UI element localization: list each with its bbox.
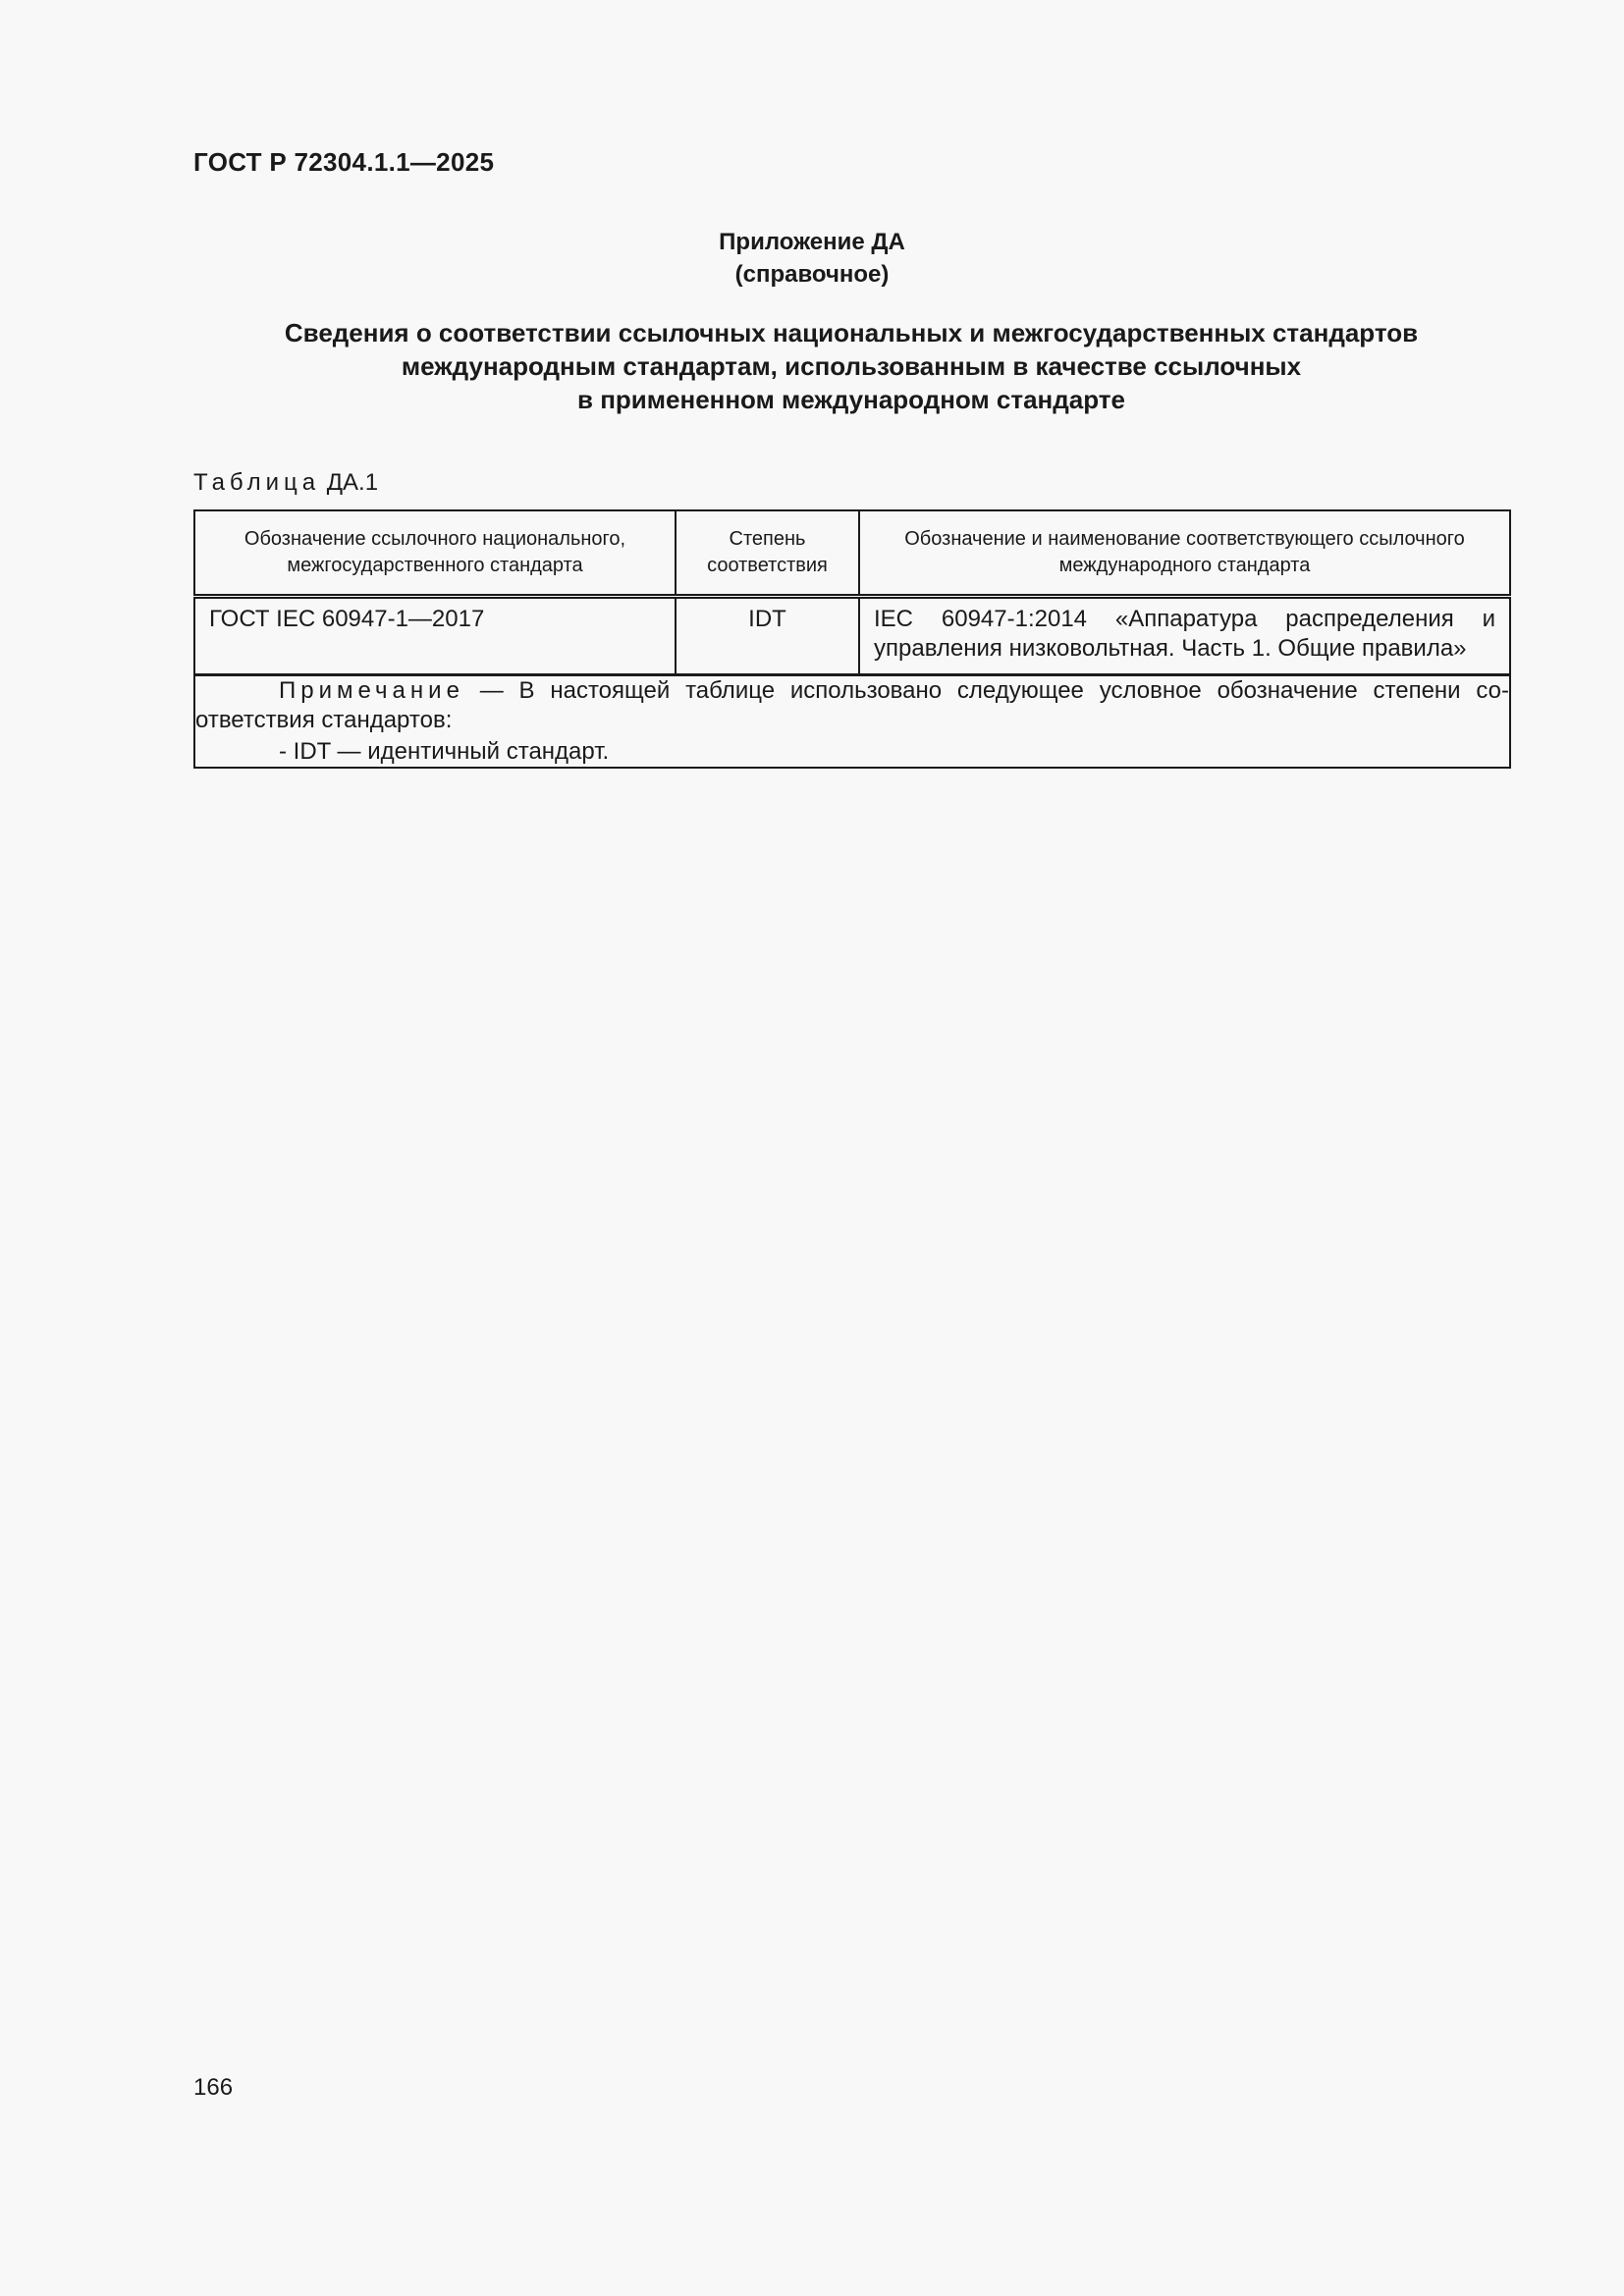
appendix-title-line: в примененном международном стандарте	[577, 385, 1125, 414]
note-label: Примечание	[279, 677, 464, 704]
appendix-title-line: международным стандартам, использованным в качестве ссылочных	[401, 351, 1302, 381]
standards-table	[193, 509, 1511, 769]
column-header-degree: Степень соответствия	[676, 510, 859, 597]
document-code: ГОСТ Р 72304.1.1—2025	[193, 147, 495, 177]
note-text	[195, 676, 1509, 735]
cell-national-standard: ГОСТ IEC 60947-1—2017	[194, 597, 676, 675]
international-standard-line: управления низковольтная. Часть 1. Общие правила»	[874, 635, 1467, 662]
appendix-title-line: Сведения о соответствии ссылочных национальных и межгосударственных стандартов	[284, 318, 1419, 347]
international-standard-line: IEC 60947-1:2014 «Аппаратура распределения и	[874, 606, 1495, 632]
appendix-heading	[0, 226, 1624, 291]
appendix-title	[193, 316, 1509, 416]
appendix-name: Приложение ДА	[719, 229, 905, 255]
table-note-row	[194, 675, 1510, 769]
table-header-row	[194, 510, 1510, 597]
table-row	[194, 597, 1510, 675]
note-body: — В настоящей таблице использовано следующее условное обозначение степени со-ответствия стандартов:	[195, 677, 1509, 733]
appendix-type: (справочное)	[734, 261, 890, 288]
cell-degree: IDT	[676, 597, 859, 675]
cell-international-standard	[859, 597, 1510, 675]
table-note	[194, 675, 1510, 769]
column-header-national: Обозначение ссылочного национального, межгосударственного стандарта	[194, 510, 676, 597]
table-caption-label: Таблица	[193, 469, 321, 496]
table-caption-number: ДА.1	[326, 469, 379, 496]
note-list-item: - IDT — идентичный стандарт.	[279, 738, 610, 765]
column-header-international: Обозначение и наименование соответствующего ссылочного международного стандарта	[859, 510, 1510, 597]
page-number: 166	[193, 2074, 234, 2101]
table-caption	[193, 469, 378, 497]
